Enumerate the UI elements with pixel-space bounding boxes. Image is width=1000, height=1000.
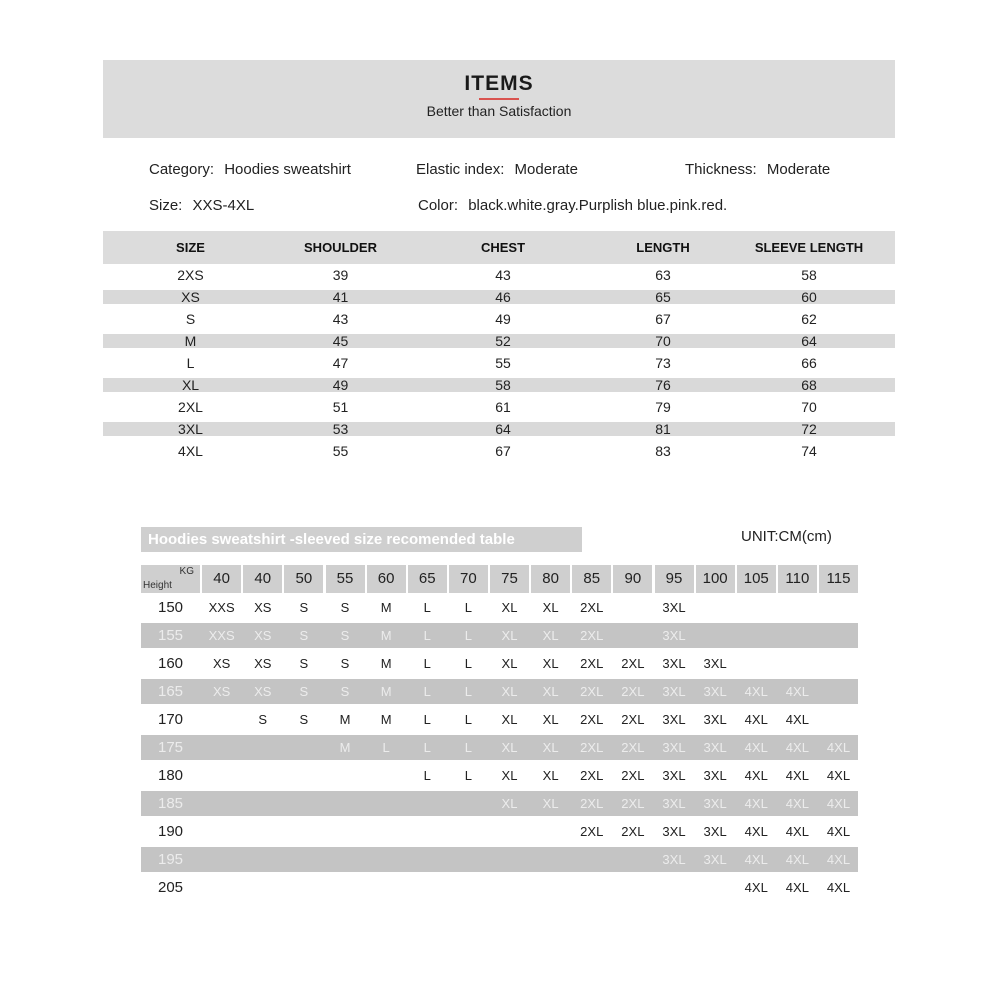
header-sleeve-length: SLEEVE LENGTH <box>754 240 864 255</box>
page-header <box>103 60 895 138</box>
height-cell: 170 <box>157 710 184 728</box>
cell-size: XL <box>181 377 200 393</box>
size-cell: L <box>464 711 472 727</box>
size-cell: M <box>380 683 392 699</box>
size-cell: 2XL <box>621 739 645 755</box>
size-cell: S <box>299 655 309 671</box>
size-cell: L <box>423 683 431 699</box>
size-cell: XS <box>254 655 272 671</box>
size-cell: 2XL <box>621 767 645 783</box>
size-cell: S <box>299 683 309 699</box>
cell-chest: 55 <box>495 355 511 371</box>
table-row <box>141 873 858 901</box>
size-cell: L <box>423 599 431 615</box>
size-cell: 4XL <box>785 767 809 783</box>
elastic-info <box>416 161 578 178</box>
size-cell: S <box>299 711 309 727</box>
table-row <box>103 308 895 330</box>
size-cell: 2XL <box>580 711 604 727</box>
unit-label: UNIT:CM(cm) <box>741 528 832 545</box>
table-row <box>141 817 858 845</box>
cell-shoulder: 47 <box>332 355 349 371</box>
size-info <box>149 197 254 214</box>
size-cell: S <box>258 711 268 727</box>
cell-length: 65 <box>655 289 671 305</box>
header-size: SIZE <box>176 240 205 255</box>
kg-header-cell: 110 <box>778 565 817 593</box>
color-label: Color: <box>418 197 459 214</box>
size-cell: 3XL <box>703 823 727 839</box>
size-cell: L <box>423 655 431 671</box>
size-cell: 4XL <box>785 795 809 811</box>
height-cell: 165 <box>157 682 184 700</box>
height-cell: 160 <box>157 654 184 672</box>
table-row <box>103 440 895 462</box>
size-cell: XL <box>542 599 559 615</box>
table-row <box>141 593 858 621</box>
table-row <box>103 378 895 392</box>
size-cell: XL <box>501 627 518 643</box>
size-cell: L <box>423 627 431 643</box>
table-row <box>103 422 895 436</box>
height-label: Height <box>143 580 172 591</box>
size-cell: 3XL <box>662 795 686 811</box>
size-cell: 4XL <box>744 739 768 755</box>
height-cell: 150 <box>157 598 184 616</box>
size-cell: XS <box>212 683 231 699</box>
size-cell: M <box>380 627 392 643</box>
cell-shoulder: 51 <box>332 399 349 415</box>
elastic-label: Elastic index: <box>416 161 505 178</box>
cell-sleeve-length: 68 <box>801 377 817 393</box>
size-cell: S <box>340 627 350 643</box>
size-cell: 4XL <box>826 851 851 867</box>
size-cell: L <box>464 655 472 671</box>
size-cell: 3XL <box>703 767 727 783</box>
kg-header-cell: 95 <box>655 565 694 593</box>
size-cell: XL <box>542 627 559 643</box>
table-row <box>141 791 858 816</box>
cell-length: 70 <box>655 333 671 349</box>
size-cell: 3XL <box>703 711 727 727</box>
cell-chest: 43 <box>495 267 511 283</box>
size-cell: 3XL <box>662 655 686 671</box>
height-cell: 155 <box>157 626 184 644</box>
cell-chest: 52 <box>495 333 511 349</box>
kg-header-cell: 65 <box>408 565 447 593</box>
category-value: Hoodies sweatshirt <box>224 161 351 178</box>
kg-header-cell: 40 <box>202 565 241 593</box>
cell-size: XS <box>181 289 200 305</box>
cell-chest: 49 <box>495 311 511 327</box>
size-cell: 4XL <box>785 879 809 895</box>
cell-shoulder: 39 <box>332 267 349 283</box>
size-cell: 4XL <box>785 851 809 867</box>
size-cell: 4XL <box>826 795 851 811</box>
size-cell: 2XL <box>621 711 645 727</box>
table-row <box>141 649 858 677</box>
size-cell: 4XL <box>744 683 768 699</box>
kg-header-cell: 90 <box>613 565 652 593</box>
size-cell: M <box>380 599 392 615</box>
size-cell: 3XL <box>703 851 727 867</box>
size-cell: 4XL <box>744 767 768 783</box>
size-cell: M <box>339 711 351 727</box>
size-cell: 4XL <box>744 851 768 867</box>
size-cell: XL <box>501 655 518 671</box>
size-label: Size: <box>149 197 183 214</box>
color-value: black.white.gray.Purplish blue.pink.red. <box>468 197 728 214</box>
size-cell: 3XL <box>662 683 686 699</box>
kg-header-cell: 75 <box>490 565 529 593</box>
cell-size: 2XL <box>178 399 203 415</box>
title-underline <box>479 98 519 100</box>
size-cell: 4XL <box>826 823 851 839</box>
size-cell: 2XL <box>580 739 604 755</box>
size-cell: XL <box>542 683 559 699</box>
size-cell: 4XL <box>744 711 768 727</box>
size-cell: 3XL <box>703 795 727 811</box>
kg-label: KG <box>179 566 194 577</box>
size-cell: XL <box>501 767 518 783</box>
height-cell: 175 <box>157 738 184 756</box>
cell-chest: 67 <box>495 443 511 459</box>
size-cell: 4XL <box>785 711 809 727</box>
size-cell: XXS <box>208 599 235 615</box>
size-table <box>103 231 895 462</box>
table-row <box>141 623 858 648</box>
cell-length: 73 <box>655 355 671 371</box>
size-cell: XS <box>254 683 272 699</box>
size-cell: XS <box>254 627 272 643</box>
size-cell: 3XL <box>703 683 727 699</box>
cell-size: S <box>185 311 196 327</box>
size-cell: 3XL <box>662 599 686 615</box>
cell-length: 67 <box>655 311 671 327</box>
size-cell: 3XL <box>703 655 727 671</box>
recommend-table-title: Hoodies sweatshirt -sleeved size recomended table <box>141 527 582 552</box>
size-cell: XL <box>542 711 559 727</box>
size-cell: L <box>382 739 390 755</box>
height-cell: 195 <box>157 850 184 868</box>
table-row <box>141 705 858 733</box>
cell-length: 81 <box>655 421 671 437</box>
table-row <box>141 847 858 872</box>
size-cell: M <box>339 739 351 755</box>
cell-sleeve-length: 70 <box>801 399 817 415</box>
size-cell: 2XL <box>580 599 604 615</box>
size-cell: XS <box>254 599 272 615</box>
cell-shoulder: 43 <box>332 311 349 327</box>
kg-header-cell: 40 <box>243 565 282 593</box>
size-table-header <box>103 231 895 264</box>
cell-size: L <box>186 355 195 371</box>
cell-length: 76 <box>655 377 671 393</box>
size-cell: S <box>340 655 350 671</box>
category-info <box>149 161 351 178</box>
size-cell: 2XL <box>580 655 604 671</box>
table-row <box>103 396 895 418</box>
page-subtitle: Better than Satisfaction <box>426 103 572 119</box>
size-cell: 4XL <box>744 795 768 811</box>
cell-length: 79 <box>655 399 671 415</box>
size-cell: 4XL <box>826 739 851 755</box>
kg-header-cell: 115 <box>819 565 858 593</box>
size-cell: XL <box>542 767 559 783</box>
size-value: XXS-4XL <box>192 197 255 214</box>
size-cell: XL <box>542 795 559 811</box>
cell-sleeve-length: 74 <box>801 443 817 459</box>
height-cell: 205 <box>157 878 184 896</box>
cell-chest: 58 <box>495 377 511 393</box>
size-cell: 3XL <box>662 739 686 755</box>
kg-header-cell: 100 <box>696 565 735 593</box>
cell-size: 2XS <box>177 267 204 283</box>
size-cell: L <box>464 599 472 615</box>
kg-header-cell: 80 <box>531 565 570 593</box>
size-cell: 3XL <box>662 767 686 783</box>
table-row <box>103 264 895 286</box>
size-cell: L <box>464 627 472 643</box>
size-cell: XL <box>501 683 518 699</box>
size-cell: XL <box>501 711 518 727</box>
cell-sleeve-length: 58 <box>801 267 817 283</box>
thickness-value: Moderate <box>766 161 831 178</box>
cell-size: 3XL <box>178 421 203 437</box>
size-cell: S <box>340 683 350 699</box>
cell-sleeve-length: 62 <box>801 311 817 327</box>
cell-chest: 46 <box>495 289 511 305</box>
size-cell: 2XL <box>621 795 645 811</box>
size-cell: 2XL <box>580 823 604 839</box>
size-cell: L <box>423 711 431 727</box>
size-cell: 4XL <box>744 879 768 895</box>
cell-length: 83 <box>655 443 671 459</box>
size-cell: 2XL <box>580 795 604 811</box>
cell-chest: 61 <box>495 399 511 415</box>
size-cell: XL <box>501 795 518 811</box>
size-cell: S <box>299 627 309 643</box>
cell-shoulder: 55 <box>332 443 349 459</box>
cell-shoulder: 49 <box>332 377 349 393</box>
cell-sleeve-length: 60 <box>801 289 817 305</box>
recommend-table-header <box>141 565 858 593</box>
cell-size: 4XL <box>178 443 203 459</box>
size-cell: 2XL <box>621 823 645 839</box>
size-cell: 3XL <box>662 711 686 727</box>
size-cell: 2XL <box>621 655 645 671</box>
table-row <box>141 761 858 789</box>
table-row <box>141 679 858 704</box>
size-cell: XS <box>212 655 231 671</box>
size-cell: 2XL <box>580 767 604 783</box>
size-cell: 2XL <box>621 683 645 699</box>
table-row <box>103 352 895 374</box>
kg-header-cell: 60 <box>367 565 406 593</box>
size-cell: 2XL <box>580 627 604 643</box>
cell-sleeve-length: 66 <box>801 355 817 371</box>
kg-header-cell: 105 <box>737 565 776 593</box>
category-label: Category: <box>149 161 215 178</box>
size-cell: XL <box>501 599 518 615</box>
size-cell: XXS <box>208 627 235 643</box>
size-cell: L <box>464 683 472 699</box>
cell-size: M <box>184 333 197 349</box>
size-cell: 3XL <box>662 627 686 643</box>
kg-header-cell: 55 <box>326 565 365 593</box>
size-cell: L <box>464 767 472 783</box>
size-cell: XL <box>542 655 559 671</box>
color-info <box>418 197 727 214</box>
header-chest: CHEST <box>480 240 526 255</box>
thickness-info <box>685 161 830 178</box>
kg-header-cell: 85 <box>572 565 611 593</box>
recommend-table <box>141 565 858 901</box>
size-cell: 4XL <box>826 767 851 783</box>
size-cell: L <box>423 739 431 755</box>
header-shoulder: SHOULDER <box>304 240 377 255</box>
cell-sleeve-length: 72 <box>801 421 817 437</box>
table-row <box>103 290 895 304</box>
size-cell: 3XL <box>662 851 686 867</box>
size-cell: 4XL <box>785 739 809 755</box>
corner-cell <box>141 565 200 593</box>
size-cell: 4XL <box>744 823 768 839</box>
height-cell: 190 <box>157 822 184 840</box>
height-cell: 185 <box>157 794 184 812</box>
cell-length: 63 <box>655 267 671 283</box>
size-cell: 2XL <box>580 683 604 699</box>
size-cell: XL <box>542 739 559 755</box>
size-cell: 4XL <box>785 683 809 699</box>
size-cell: L <box>464 739 472 755</box>
cell-shoulder: 41 <box>332 289 349 305</box>
size-cell: 3XL <box>703 739 727 755</box>
cell-shoulder: 53 <box>332 421 349 437</box>
size-cell: S <box>299 599 309 615</box>
height-cell: 180 <box>157 766 184 784</box>
kg-header-cell: 50 <box>284 565 323 593</box>
thickness-label: Thickness: <box>685 161 757 178</box>
size-cell: 4XL <box>826 879 851 895</box>
cell-sleeve-length: 64 <box>801 333 817 349</box>
table-row <box>141 735 858 760</box>
size-cell: M <box>380 655 392 671</box>
size-cell: M <box>380 711 392 727</box>
header-length: LENGTH <box>636 240 690 255</box>
size-cell: S <box>340 599 350 615</box>
size-cell: L <box>423 767 431 783</box>
size-cell: 3XL <box>662 823 686 839</box>
cell-shoulder: 45 <box>332 333 349 349</box>
elastic-value: Moderate <box>514 161 578 178</box>
kg-header-cell: 70 <box>449 565 488 593</box>
size-cell: XL <box>501 739 518 755</box>
table-row <box>103 334 895 348</box>
page-title: ITEMS <box>464 72 534 95</box>
cell-chest: 64 <box>495 421 511 437</box>
size-cell: 4XL <box>785 823 809 839</box>
